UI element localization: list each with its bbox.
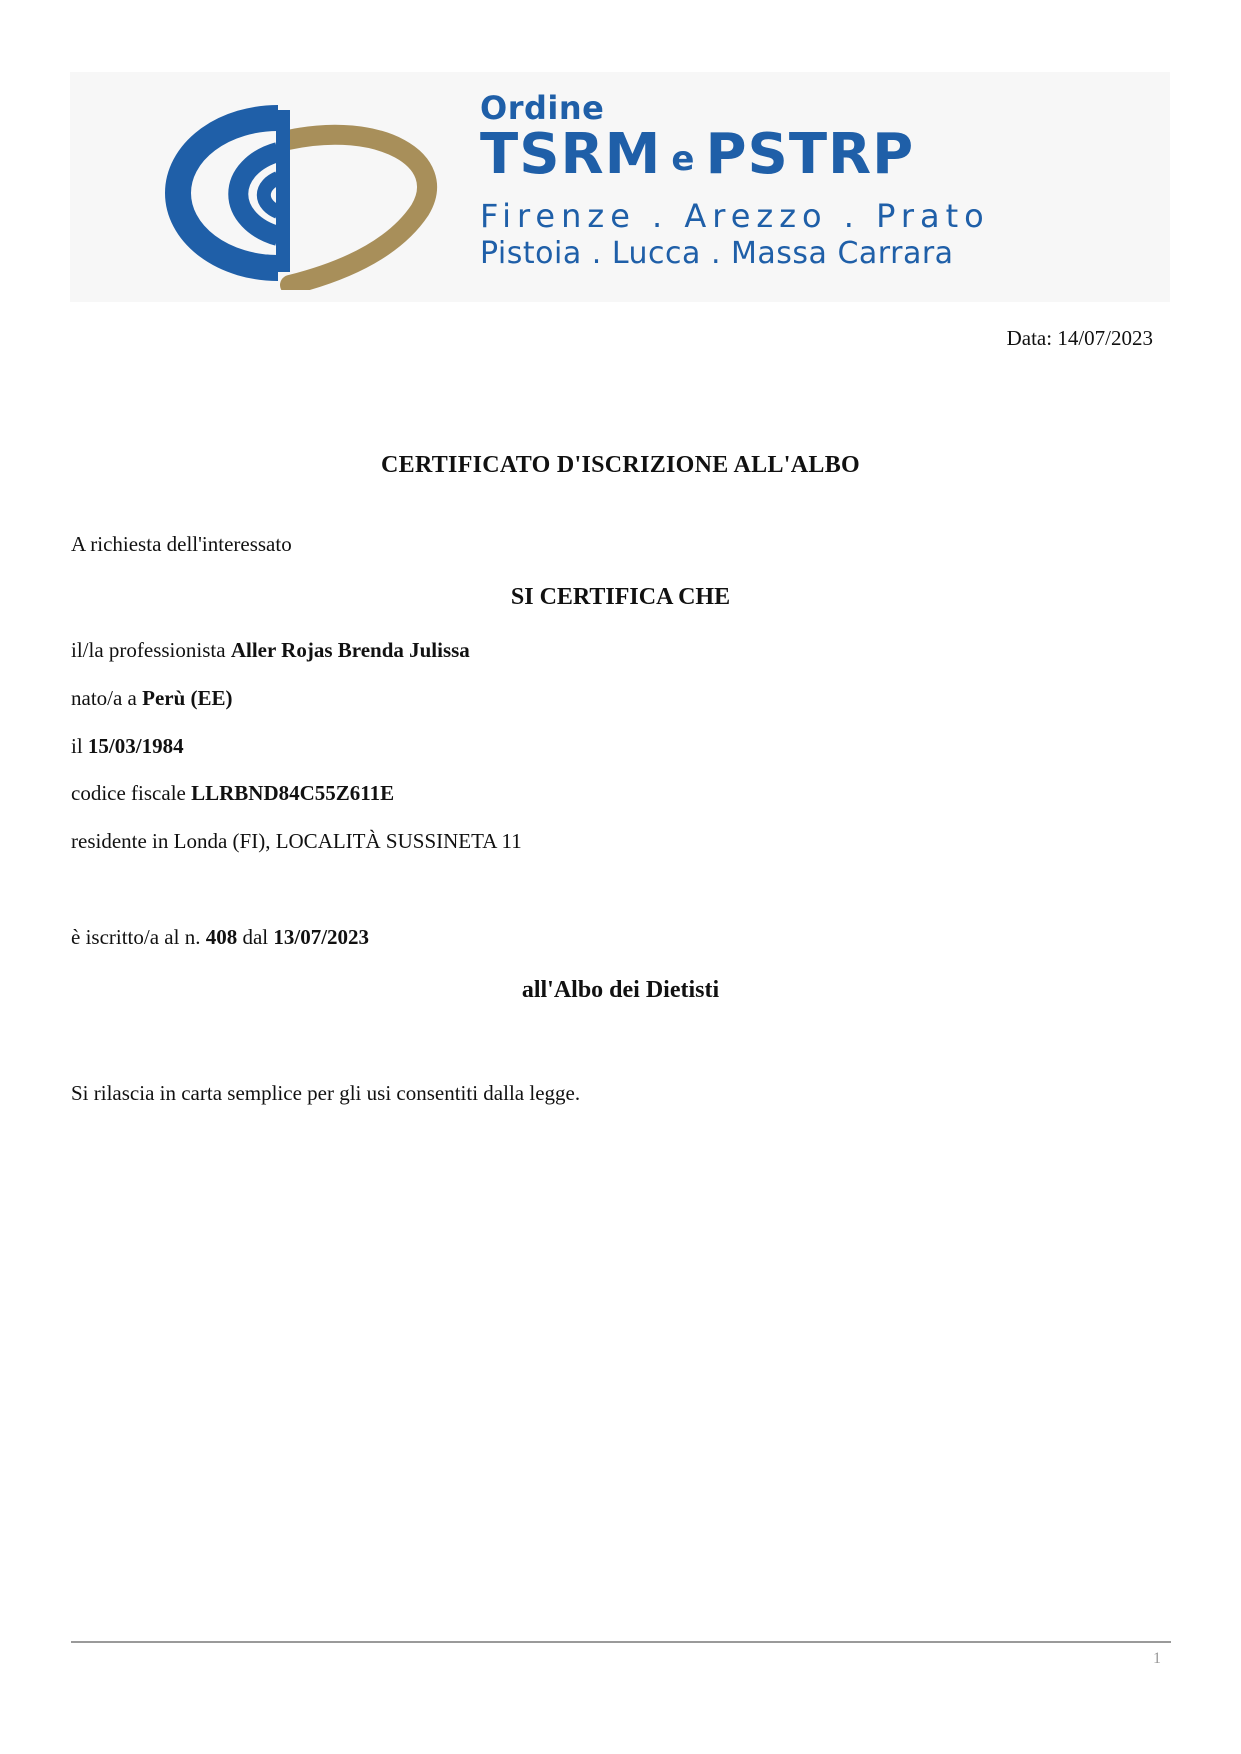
logo-cities-line-2: Pistoia . Lucca . Massa Carrara: [480, 236, 954, 271]
certify-heading: SI CERTIFICA CHE: [510, 584, 731, 610]
logo-cities-line-1: Firenze . Arezzo . Prato: [480, 197, 990, 235]
page-title: CERTIFICATO D'ISCRIZIONE ALL'ALBO: [381, 452, 860, 478]
birthdate-value: 15/03/1984: [87, 734, 184, 758]
closing-statement: Si rilascia in carta semplice per gli usi consentiti dalla legge.: [71, 1081, 581, 1105]
registration-line: [71, 925, 369, 950]
logo-wordmark: [480, 88, 1120, 272]
professional-line: [71, 638, 470, 663]
logo-pstrp: PSTRP: [705, 122, 915, 187]
footer-divider: [71, 1641, 1171, 1643]
professional-name: Aller Rojas Brenda Julissa: [230, 638, 470, 662]
professional-label: il/la professionista: [71, 638, 231, 662]
birthplace-value: Perù (EE): [142, 686, 233, 710]
birthplace-label: nato/a a: [71, 686, 143, 710]
logo-acronym-text: [480, 122, 1120, 188]
logo-tsrm: TSRM: [480, 122, 662, 187]
tax-code-value: LLRBND84C55Z611E: [191, 781, 395, 805]
registration-connector: dal: [237, 925, 274, 949]
registration-date: 13/07/2023: [273, 925, 370, 949]
birthdate-line: [71, 734, 184, 759]
logo-ordine-text: Ordine: [480, 89, 605, 127]
birthdate-label: il: [71, 734, 88, 758]
tax-code-line: [71, 781, 394, 806]
logo-conjunction: e: [671, 139, 696, 179]
logo-emblem-icon: [150, 90, 470, 290]
register-heading: all'Albo dei Dietisti: [521, 977, 720, 1003]
residence-line: residente in Londa (FI), LOCALITÀ SUSSINETA 11: [71, 829, 522, 853]
organization-logo: [70, 72, 1170, 302]
birthplace-line: [71, 686, 233, 711]
issue-date: Data: 14/07/2023: [1006, 326, 1153, 350]
registration-number: 408: [205, 925, 238, 949]
request-line: A richiesta dell'interessato: [71, 532, 292, 556]
tax-code-label: codice fiscale: [71, 781, 192, 805]
registration-label: è iscritto/a al n.: [71, 925, 206, 949]
page-number: 1: [1153, 1650, 1161, 1667]
